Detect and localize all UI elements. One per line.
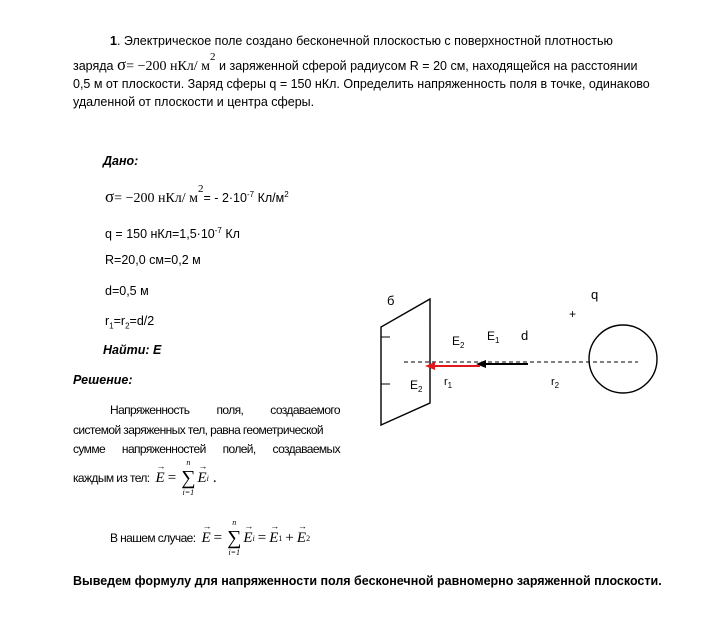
given-r: $r_1=r_2=d/2$: [105, 314, 155, 331]
problem-line-2: заряда σ= −200 нКл/ $м^2$ и заряженной сферой радиусом R = 20 см, находящейся на расстоянии: [73, 51, 638, 75]
problem-line-3: 0,5 м от плоскости. Заряд сферы q = 150 нКл. Определить напряженность поля в точке, одинаково: [73, 77, 650, 91]
solution-text-3: сумме напряженностей полей, создаваемых: [73, 442, 340, 456]
solution-text-2: системой заряженных тел, равна геометрической: [73, 423, 324, 437]
E1-label: $E_1$: [487, 329, 500, 345]
r1-label: $r_1$: [444, 376, 453, 390]
given-distance: d=0,5 м: [105, 284, 149, 298]
given-title: Дано:: [103, 154, 139, 168]
solution-title: Решение:: [73, 373, 133, 387]
sigma-symbol: σ: [117, 55, 127, 75]
field-diagram: [370, 285, 670, 430]
problem-line-1: 1. Электрическое поле создано бесконечной плоскостью с поверхностной плотностью: [110, 34, 613, 48]
formula-1: каждым из тел: → E = n ∑ i=1 → E i .: [73, 458, 217, 498]
E2-label-top: $E_2$: [452, 334, 465, 350]
E2-label-bottom: $E_2$: [410, 378, 423, 394]
d-label: d: [521, 328, 529, 343]
conclusion: Выведем формулу для напряженности поля бесконечной равномерно заряженной плоскости.: [73, 574, 662, 588]
plus-sign: +: [569, 307, 577, 321]
charged-sphere: [589, 325, 657, 393]
formula-2: В нашем случае: → E = n ∑ i=1 → E i = → E 1 + → E 2: [110, 518, 310, 558]
given-radius: R=20,0 см=0,2 м: [105, 253, 201, 267]
problem-number: 1: [110, 34, 117, 48]
r2-label: $r_2$: [551, 376, 560, 390]
sigma-label: б: [387, 293, 395, 308]
problem-line-4: удаленной от плоскости и центра сферы.: [73, 95, 315, 109]
given-q: q = 150 $нКл=1,5\cdot 10^{-7}$ Кл: [105, 226, 240, 242]
solution-text-1: Напряженность поля, создаваемого: [110, 403, 340, 417]
q-label: q: [591, 287, 599, 302]
given-sigma: σ= −200 нКл/ $м^2= - 2\cdot 10^{-7}$ $Кл/м^2$: [105, 183, 289, 207]
find-label: Найти: E: [103, 343, 162, 357]
